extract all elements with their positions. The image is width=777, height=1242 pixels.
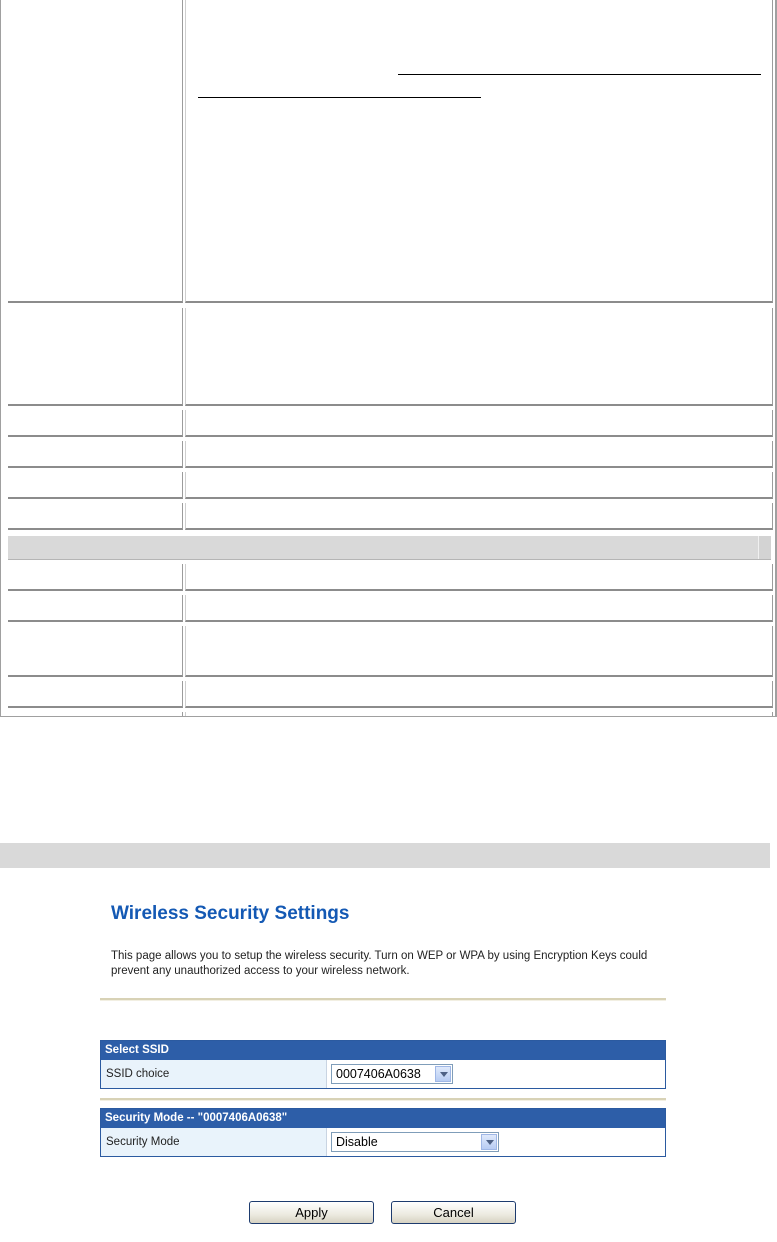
table-cell: [8, 410, 183, 437]
wireless-security-screenshot: [100, 890, 670, 1235]
table-cell: [8, 0, 183, 303]
table-cell: [185, 712, 773, 716]
cancel-button[interactable]: Cancel: [391, 1201, 516, 1224]
table-cell: [8, 626, 183, 677]
table-cell: [8, 712, 183, 716]
ssid-choice-label: SSID choice: [101, 1060, 327, 1088]
security-mode-cell: [327, 1128, 665, 1156]
page-description: This page allows you to setup the wireless security. Turn on WEP or WPA by using Encryption Keys could prevent any unauthorized access to your wireless network.: [111, 950, 648, 977]
select-ssid-block: [100, 1040, 666, 1089]
select-ssid-header: Select SSID: [101, 1041, 665, 1060]
underlined-link-line: [198, 97, 481, 98]
security-mode-row: [101, 1128, 665, 1156]
band-cap: [758, 536, 771, 559]
table-cell: [185, 441, 773, 468]
divider: [100, 1098, 666, 1101]
table-cell: [185, 595, 773, 622]
ssid-select-value: 0007406A0638: [336, 1067, 421, 1081]
underlined-link-line: [398, 74, 761, 75]
table-cell: [8, 564, 183, 591]
section-header-bar: [0, 843, 770, 868]
table-cell: [185, 308, 773, 406]
table-cell: [8, 472, 183, 499]
divider: [100, 998, 666, 1001]
table-cell: [185, 564, 773, 591]
table-cell: [8, 681, 183, 708]
table-cell: [185, 472, 773, 499]
ssid-choice-cell: [327, 1060, 665, 1088]
ssid-choice-row: [101, 1060, 665, 1088]
ssid-select[interactable]: [331, 1064, 453, 1084]
table-cell: [8, 503, 183, 530]
table-cell: [8, 308, 183, 406]
security-mode-header: Security Mode -- "0007406A0638": [101, 1109, 665, 1128]
apply-button[interactable]: Apply: [249, 1201, 374, 1224]
table-section-band: [8, 536, 771, 560]
chevron-down-icon[interactable]: [481, 1134, 497, 1150]
table-cell: [185, 681, 773, 708]
security-mode-select[interactable]: [331, 1132, 499, 1152]
table-cell: [8, 441, 183, 468]
security-mode-block: [100, 1108, 666, 1157]
table-cell: [185, 503, 773, 530]
table-cell: [185, 410, 773, 437]
table-border-left: [0, 0, 1, 717]
page-title: Wireless Security Settings: [111, 903, 350, 924]
security-mode-label: Security Mode: [101, 1128, 327, 1156]
table-cell: [185, 626, 773, 677]
table-cell: [185, 0, 773, 303]
chevron-down-icon[interactable]: [435, 1066, 451, 1082]
table-cell: [8, 595, 183, 622]
table-border-bottom: [0, 716, 777, 717]
security-mode-select-value: Disable: [336, 1135, 378, 1149]
